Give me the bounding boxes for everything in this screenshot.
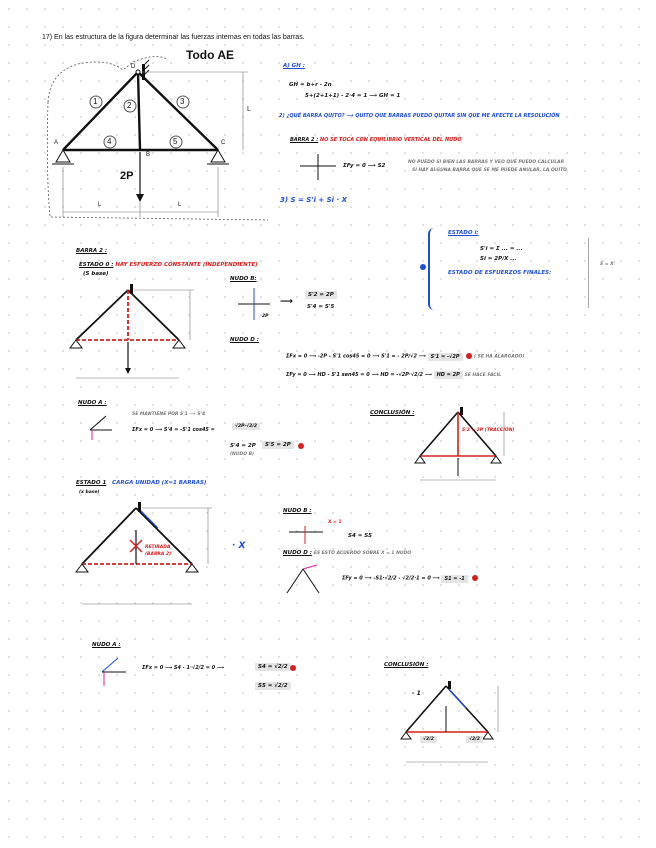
b2-nudo-b-res2: S'4 = S'5 bbox=[307, 304, 335, 310]
b2-nudo-d-res2: HD = 2P bbox=[434, 371, 463, 379]
summary-divider bbox=[588, 238, 589, 308]
estado0-text: HAY ESFUERZO CONSTANTE (INDEPENDIENTE) bbox=[115, 262, 258, 268]
e1-nudo-a-label: NUDO A : bbox=[92, 642, 121, 648]
b2-nudo-d-eq2-line: ΣFy = 0 ⟶ HD - S'1 sen45 = 0 ⟶ HD = -√2P·√2/2 ⟶ HD = 2P SE HACE FACIL bbox=[286, 372, 502, 378]
side-note-2: SI HAY ALGUNA BARRA QUE SE ME PUEDE ANULAR, LA QUITO bbox=[412, 168, 568, 173]
check-icon bbox=[298, 443, 304, 449]
estado1-heading: ESTADO 1 bbox=[76, 480, 107, 486]
b2-nudo-d-eq1-line bbox=[286, 353, 524, 360]
e1-nudo-a-res2: S5 = √2/2 bbox=[255, 682, 291, 690]
b2-nudo-a-note: SE MANTIENE POR S'1 ⟶ S'4 bbox=[132, 412, 206, 417]
e1-nudo-d-line bbox=[283, 550, 411, 556]
summary-bracket bbox=[428, 228, 590, 310]
e1-nudo-a-sketch bbox=[98, 652, 128, 691]
b2-nudo-a-tag: (NUDO B) bbox=[230, 452, 255, 457]
e1-nudo-b-res: S4 = S5 bbox=[348, 533, 373, 539]
b2-nudo-b-label: NUDO B: bbox=[230, 276, 257, 282]
e1-conclusion-val: - 1 bbox=[412, 690, 421, 697]
b2-conclusion-truss bbox=[412, 406, 512, 491]
gh-label: A) GH : bbox=[283, 63, 305, 69]
e1-nudo-d-sketch bbox=[283, 563, 323, 604]
e1-nudo-d-res: S1 = -1 bbox=[441, 575, 467, 583]
figure-title: Todo AE bbox=[186, 48, 234, 62]
eq-sum: ΣFy = 0 ⟶ S2 bbox=[343, 163, 386, 169]
e1-nudo-a-eq: ΣFx = 0 ⟶ S4 - 1·√2/2 = 0 ⟶ bbox=[142, 665, 225, 671]
node-b: B bbox=[146, 152, 151, 158]
b2-nudo-d-eq2: ΣFy = 0 ⟶ HD - S'1 sen45 = 0 ⟶ HD = -√2P·√2/2 bbox=[286, 372, 423, 378]
superposition: 3) S = S'i + Si · X bbox=[280, 196, 347, 204]
estado0-label: ESTADO 0 : bbox=[79, 262, 114, 268]
bar-label-1: 1 bbox=[93, 97, 98, 106]
b2-nudo-a-res-left: S'4 = 2P bbox=[230, 443, 256, 449]
e1-nudo-b-sketch bbox=[287, 516, 327, 551]
summary-heading: ESTADO i: bbox=[448, 230, 479, 236]
barra2-heading: BARRA 2 : bbox=[76, 248, 108, 254]
check-icon bbox=[466, 353, 472, 359]
node-a: A bbox=[54, 140, 59, 146]
dim-height: L bbox=[247, 106, 251, 113]
b2-nudo-b-force: 2P bbox=[262, 314, 269, 319]
bar-label-5: 5 bbox=[173, 137, 178, 146]
estado1-retirada: RETIRADA bbox=[145, 545, 171, 550]
e1-nudo-d-eq-line bbox=[342, 575, 478, 582]
b2-nudo-d-eq1: ΣFx = 0 ⟶ -2P - S'1 cos45 = 0 ⟶ S'1 = - 2P/√2 ⟶ bbox=[286, 353, 426, 360]
summary-side: S = X' bbox=[600, 262, 615, 267]
b2-nudo-a-frac: √2P·√2/2 bbox=[232, 423, 260, 430]
b2-nudo-d-note1: ( SE HA ALARGADO) bbox=[474, 354, 525, 360]
b2-nudo-a-res-right: S'5 = 2P bbox=[262, 441, 294, 449]
barra2-truss bbox=[64, 282, 204, 397]
summary-line-1: S'i = Σ ... = ... bbox=[480, 246, 523, 252]
bar-label-3: 3 bbox=[180, 97, 185, 106]
check-icon bbox=[472, 575, 478, 581]
estado0-sub: (S base) bbox=[83, 271, 109, 277]
gh-line-2: 5+(2+1+1) - 2·4 = 1 ⟶ GH = 1 bbox=[305, 93, 401, 99]
barra-note-text: NO SE TOCA CON EQUILIBRIO VERTICAL DEL NUDO bbox=[319, 137, 462, 143]
node-d: D bbox=[131, 64, 136, 70]
b2-nudo-d-res1: S'1 = -√2P bbox=[428, 353, 463, 361]
b2-conclusion-note: S'2 = 2P (TRACCIÓN) bbox=[462, 428, 515, 433]
node-b-sketch bbox=[298, 152, 338, 187]
e1-nudo-b-legend: X = 1 bbox=[328, 520, 342, 525]
bar-label-4: 4 bbox=[107, 137, 112, 146]
problem-statement: 17) En las estructura de la figura determinar las fuerzas internas en todas las barras. bbox=[42, 34, 305, 41]
summary-dot bbox=[420, 264, 426, 270]
b2-nudo-a-eq: ΣFx = 0 ⟶ S'4 = -S'1 cos45 = bbox=[132, 427, 215, 433]
e1-nudo-b-label: NUDO B : bbox=[283, 508, 312, 514]
question-text: 2) ¿QUÉ BARRA QUITO? ⟶ QUITO QUE BARRAS PUEDO QUITAR SIN QUE ME AFECTE LA RESOLUCIÓN bbox=[279, 113, 560, 119]
b2-nudo-b-res1: S'2 = 2P bbox=[305, 291, 337, 299]
main-truss-figure bbox=[38, 52, 278, 232]
b2-nudo-a-sketch bbox=[86, 410, 114, 445]
e1-nudo-d-eq: ΣFy = 0 ⟶ -S1·√2/2 - √2/2·1 = 0 ⟶ bbox=[342, 575, 440, 582]
e1-conclusion-frac-right: √2/2 bbox=[466, 736, 483, 743]
summary-line-3: ESTADO DE ESFUERZOS FINALES: bbox=[448, 270, 552, 276]
estado1-title: CARGA UNIDAD (X=1 BARRAS) bbox=[112, 480, 207, 486]
question-line bbox=[279, 113, 560, 119]
gh-line-1: GH = b+r - 2n bbox=[289, 82, 332, 88]
estado1-truss bbox=[72, 500, 222, 620]
e1-nudo-d-label: NUDO D : bbox=[283, 550, 312, 556]
dim-left: L bbox=[98, 202, 102, 208]
barra-note bbox=[290, 137, 462, 143]
check-icon bbox=[290, 665, 296, 671]
b2-nudo-d-label: NUDO D : bbox=[230, 337, 259, 343]
node-c: C bbox=[221, 140, 226, 146]
barra-note-label: BARRA 2 : bbox=[290, 137, 319, 143]
e1-conclusion-frac-left: √2/2 bbox=[420, 736, 437, 743]
estado0-line bbox=[79, 262, 258, 268]
side-note-1: NO PUEDO SI BIEN LAS BARRAS Y VEO QUÉ PUEDO CALCULAR bbox=[408, 160, 565, 165]
bar-label-2: 2 bbox=[127, 101, 132, 110]
e1-conclusion-label: CONCLUSIÓN : bbox=[384, 662, 429, 668]
b2-nudo-b-sketch bbox=[236, 286, 272, 327]
b2-nudo-d-note2: SE HACE FACIL bbox=[464, 373, 502, 378]
b2-conclusion-label: CONCLUSIÓN : bbox=[370, 410, 415, 416]
estado1-heading-line bbox=[76, 480, 206, 486]
estado1-sub: (x base) bbox=[79, 490, 100, 495]
estado1-mult: · X bbox=[232, 541, 246, 551]
estado1-retirada-sub: (BARRA 2) bbox=[145, 552, 172, 557]
e1-nudo-a-res1: S4 = √2/2 bbox=[255, 663, 291, 671]
dim-right: L bbox=[178, 202, 182, 208]
summary-line-2: Si = 2P/X ... bbox=[480, 256, 517, 262]
e1-nudo-d-note: ES ESTO ACUERDO SOBRE X = 1 NUDO bbox=[313, 551, 412, 556]
b2-nudo-b-arrow: ⟶ bbox=[280, 297, 293, 307]
b2-nudo-a-label: NUDO A : bbox=[78, 400, 107, 406]
load-label: 2P bbox=[120, 170, 134, 182]
